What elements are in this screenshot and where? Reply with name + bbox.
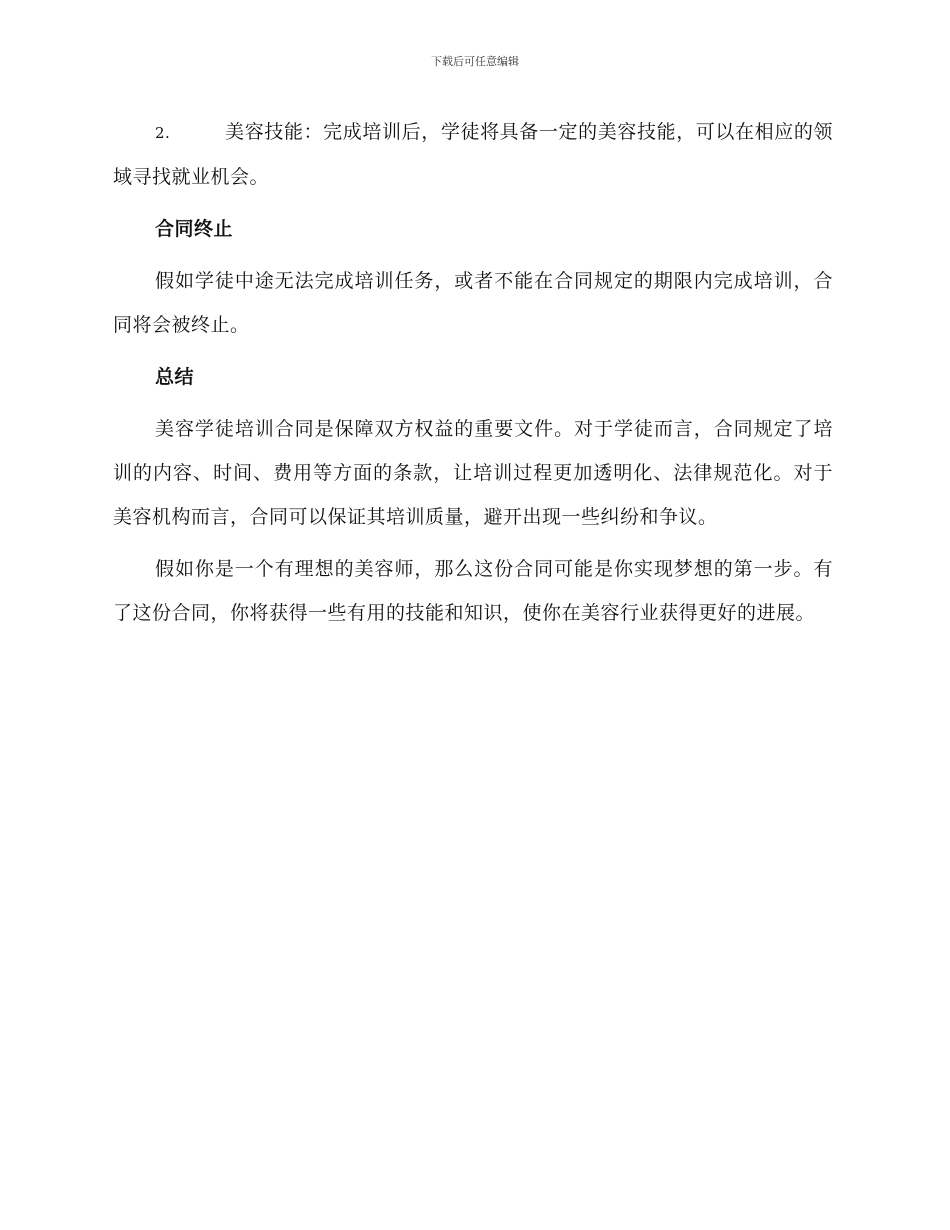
paragraph-summary-2: 假如你是一个有理想的美容师，那么这份合同可能是你实现梦想的第一步。有了这份合同，你将获得一些有用的技能和知识，使你在美容行业获得更好的进展。 (113, 558, 833, 624)
paragraph-summary-1: 美容学徒培训合同是保障双方权益的重要文件。对于学徒而言，合同规定了培训的内容、时间、费用等方面的条款，让培训过程更加透明化、法律规范化。对于美容机构而言，合同可以保证其培训质量，避开出现一些纠纷和争议。 (113, 418, 833, 528)
document-body (113, 110, 833, 643)
page-header: 下载后可任意编辑 (431, 55, 519, 68)
section-heading-termination: 合同终止 (155, 218, 234, 240)
section-heading-summary: 总结 (155, 366, 195, 388)
list-item (113, 110, 833, 199)
list-number: 2. (155, 124, 171, 142)
list-item-text: 美容技能：完成培训后，学徒将具备一定的美容技能，可以在相应的领域寻找就业机会。 (113, 121, 833, 188)
paragraph-termination: 假如学徒中途无法完成培训任务，或者不能在合同规定的期限内完成培训，合同将会被终止。 (113, 270, 833, 336)
